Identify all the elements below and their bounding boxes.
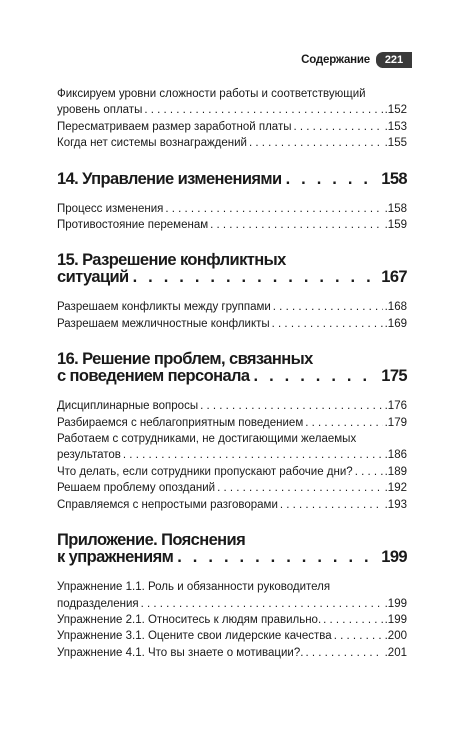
chapter-page: 158 — [381, 169, 407, 188]
toc-entry-text: Противостояние переменам — [57, 219, 209, 232]
chapter-page: 175 — [381, 367, 407, 386]
toc-entry-row — [57, 447, 407, 463]
chapter-title: ситуаций — [57, 268, 129, 287]
toc-entry-text: Упражнение 2.1. Относитесь к людям правильно. — [57, 613, 322, 626]
toc-entry-text-line: Фиксируем уровни сложности работы и соответствующий — [57, 88, 366, 100]
toc-entry-page: .201 — [384, 646, 407, 659]
toc-entry-page: .199 — [384, 613, 407, 626]
dot-leader — [144, 102, 382, 118]
toc-entry-page: .168 — [384, 301, 407, 314]
toc-entry-row — [57, 628, 407, 644]
toc-entry-page: .159 — [384, 219, 407, 232]
chapter-title-row — [57, 368, 407, 385]
dot-leader — [280, 497, 383, 513]
dot-leader — [323, 612, 382, 628]
toc-entry-page: .152 — [384, 104, 407, 117]
toc-entry[interactable] — [57, 119, 407, 135]
dot-leader — [165, 201, 382, 217]
toc-entry-row — [57, 316, 407, 332]
toc-entry-row — [57, 497, 407, 513]
chapter-title-line: 15. Разрешение конфликтных — [57, 251, 286, 270]
toc-entry-text: подразделения — [57, 597, 139, 610]
chapter-page: 167 — [381, 268, 407, 287]
toc-entry-text: Решаем проблему опозданий — [57, 482, 216, 495]
chapter-title: к упражнениям — [57, 548, 174, 567]
toc-entry-text: Упражнение 4.1. Что вы знаете о мотивации?. — [57, 646, 304, 659]
toc-entry[interactable] — [57, 299, 407, 315]
toc-entry[interactable] — [57, 217, 407, 233]
dot-leader — [133, 269, 378, 286]
toc-entry-text: Процесс изменения — [57, 202, 164, 215]
toc-entry-text-line: Упражнение 1.1. Роль и обязанности руководителя — [57, 581, 331, 594]
chapter-heading[interactable] — [57, 252, 407, 286]
table-of-contents — [57, 86, 407, 661]
dot-leader — [200, 398, 383, 414]
toc-entry-page: .192 — [384, 482, 407, 495]
toc-entry-page: .189 — [384, 465, 407, 478]
chapter-title-line: 16. Решение проблем, связанных — [57, 350, 313, 369]
dot-leader — [334, 628, 383, 644]
dot-leader — [272, 316, 383, 332]
dot-leader — [286, 171, 378, 188]
toc-entry-page: .153 — [384, 120, 407, 133]
dot-leader — [293, 119, 382, 135]
dot-leader — [254, 368, 378, 385]
toc-entry-page: .179 — [384, 416, 407, 429]
toc-entry-row — [57, 645, 407, 661]
chapter-title: 14. Управление изменениями — [57, 169, 282, 188]
toc-entry[interactable] — [57, 645, 407, 661]
toc-entry-row — [57, 217, 407, 233]
toc-entry-text: Дисциплинарные вопросы — [57, 400, 199, 413]
toc-entry-row — [57, 596, 407, 612]
toc-entry-page: .176 — [384, 400, 407, 413]
chapter-page: 199 — [381, 548, 407, 567]
toc-entry-text: Справляемся с непростыми разговорами — [57, 498, 278, 511]
chapter-heading[interactable] — [57, 171, 407, 188]
dot-leader — [305, 645, 382, 661]
toc-entry-page: .158 — [384, 202, 407, 215]
toc-entry-page: .169 — [384, 317, 407, 330]
toc-entry-text: Разрешаем конфликты между группами — [57, 301, 271, 314]
toc-entry-row — [57, 480, 407, 496]
toc-entry-page: .155 — [384, 137, 407, 150]
toc-entry-row — [57, 102, 407, 118]
toc-entry-text: Упражнение 3.1. Оцените свои лидерские качества — [57, 630, 332, 643]
toc-entry[interactable] — [57, 497, 407, 513]
chapter-heading[interactable] — [57, 532, 407, 566]
running-header-title: Содержание — [301, 54, 370, 66]
toc-entry[interactable] — [57, 415, 407, 431]
dot-leader — [273, 299, 383, 315]
chapter-title-row — [57, 171, 407, 188]
toc-entry-text: уровень оплаты — [57, 104, 143, 117]
toc-entry[interactable] — [57, 612, 407, 628]
toc-entry[interactable] — [57, 398, 407, 414]
dot-leader — [141, 596, 383, 612]
dot-leader — [217, 480, 383, 496]
toc-entry-row — [57, 119, 407, 135]
dot-leader — [177, 549, 377, 566]
toc-entry[interactable] — [57, 480, 407, 496]
chapter-heading[interactable] — [57, 351, 407, 385]
dot-leader — [305, 415, 382, 431]
chapter-title-line: Приложение. Пояснения — [57, 531, 246, 550]
dot-leader — [210, 217, 382, 233]
dot-leader — [355, 464, 383, 480]
page-number: 221 — [376, 52, 412, 68]
running-header — [301, 52, 412, 68]
toc-entry-text: результатов — [57, 449, 121, 462]
toc-entry[interactable] — [57, 201, 407, 217]
toc-entry-page: .193 — [384, 498, 407, 511]
toc-entry[interactable] — [57, 135, 407, 151]
dot-leader — [123, 447, 383, 463]
toc-entry-text: Что делать, если сотрудники пропускают рабочие дни? — [57, 465, 353, 478]
toc-entry-text: Пересматриваем размер заработной платы — [57, 120, 292, 133]
toc-entry-text: Когда нет системы вознаграждений — [57, 137, 247, 150]
toc-entry-text: Разбираемся с неблагоприятным поведением — [57, 416, 304, 429]
toc-entry-row — [57, 464, 407, 480]
toc-entry[interactable] — [57, 86, 407, 119]
toc-entry-page: .186 — [384, 449, 407, 462]
chapter-title: с поведением персонала — [57, 367, 250, 386]
toc-entry[interactable] — [57, 464, 407, 480]
toc-entry-row — [57, 135, 407, 151]
toc-entry-row — [57, 398, 407, 414]
chapter-title-row — [57, 549, 407, 566]
dot-leader — [249, 135, 383, 151]
toc-entry-page: .200 — [384, 630, 407, 643]
toc-entry-page: .199 — [384, 597, 407, 610]
toc-entry[interactable] — [57, 316, 407, 332]
toc-entry[interactable] — [57, 628, 407, 644]
toc-entry-row — [57, 415, 407, 431]
toc-entry-row — [57, 299, 407, 315]
toc-entry[interactable] — [57, 431, 407, 464]
toc-entry-row — [57, 201, 407, 217]
toc-entry-text: Разрешаем межличностные конфликты — [57, 317, 270, 330]
chapter-title-row — [57, 269, 407, 286]
toc-entry-row — [57, 612, 407, 628]
toc-entry-text-line: Работаем с сотрудниками, не достигающими желаемых — [57, 433, 357, 446]
toc-entry[interactable] — [57, 579, 407, 612]
